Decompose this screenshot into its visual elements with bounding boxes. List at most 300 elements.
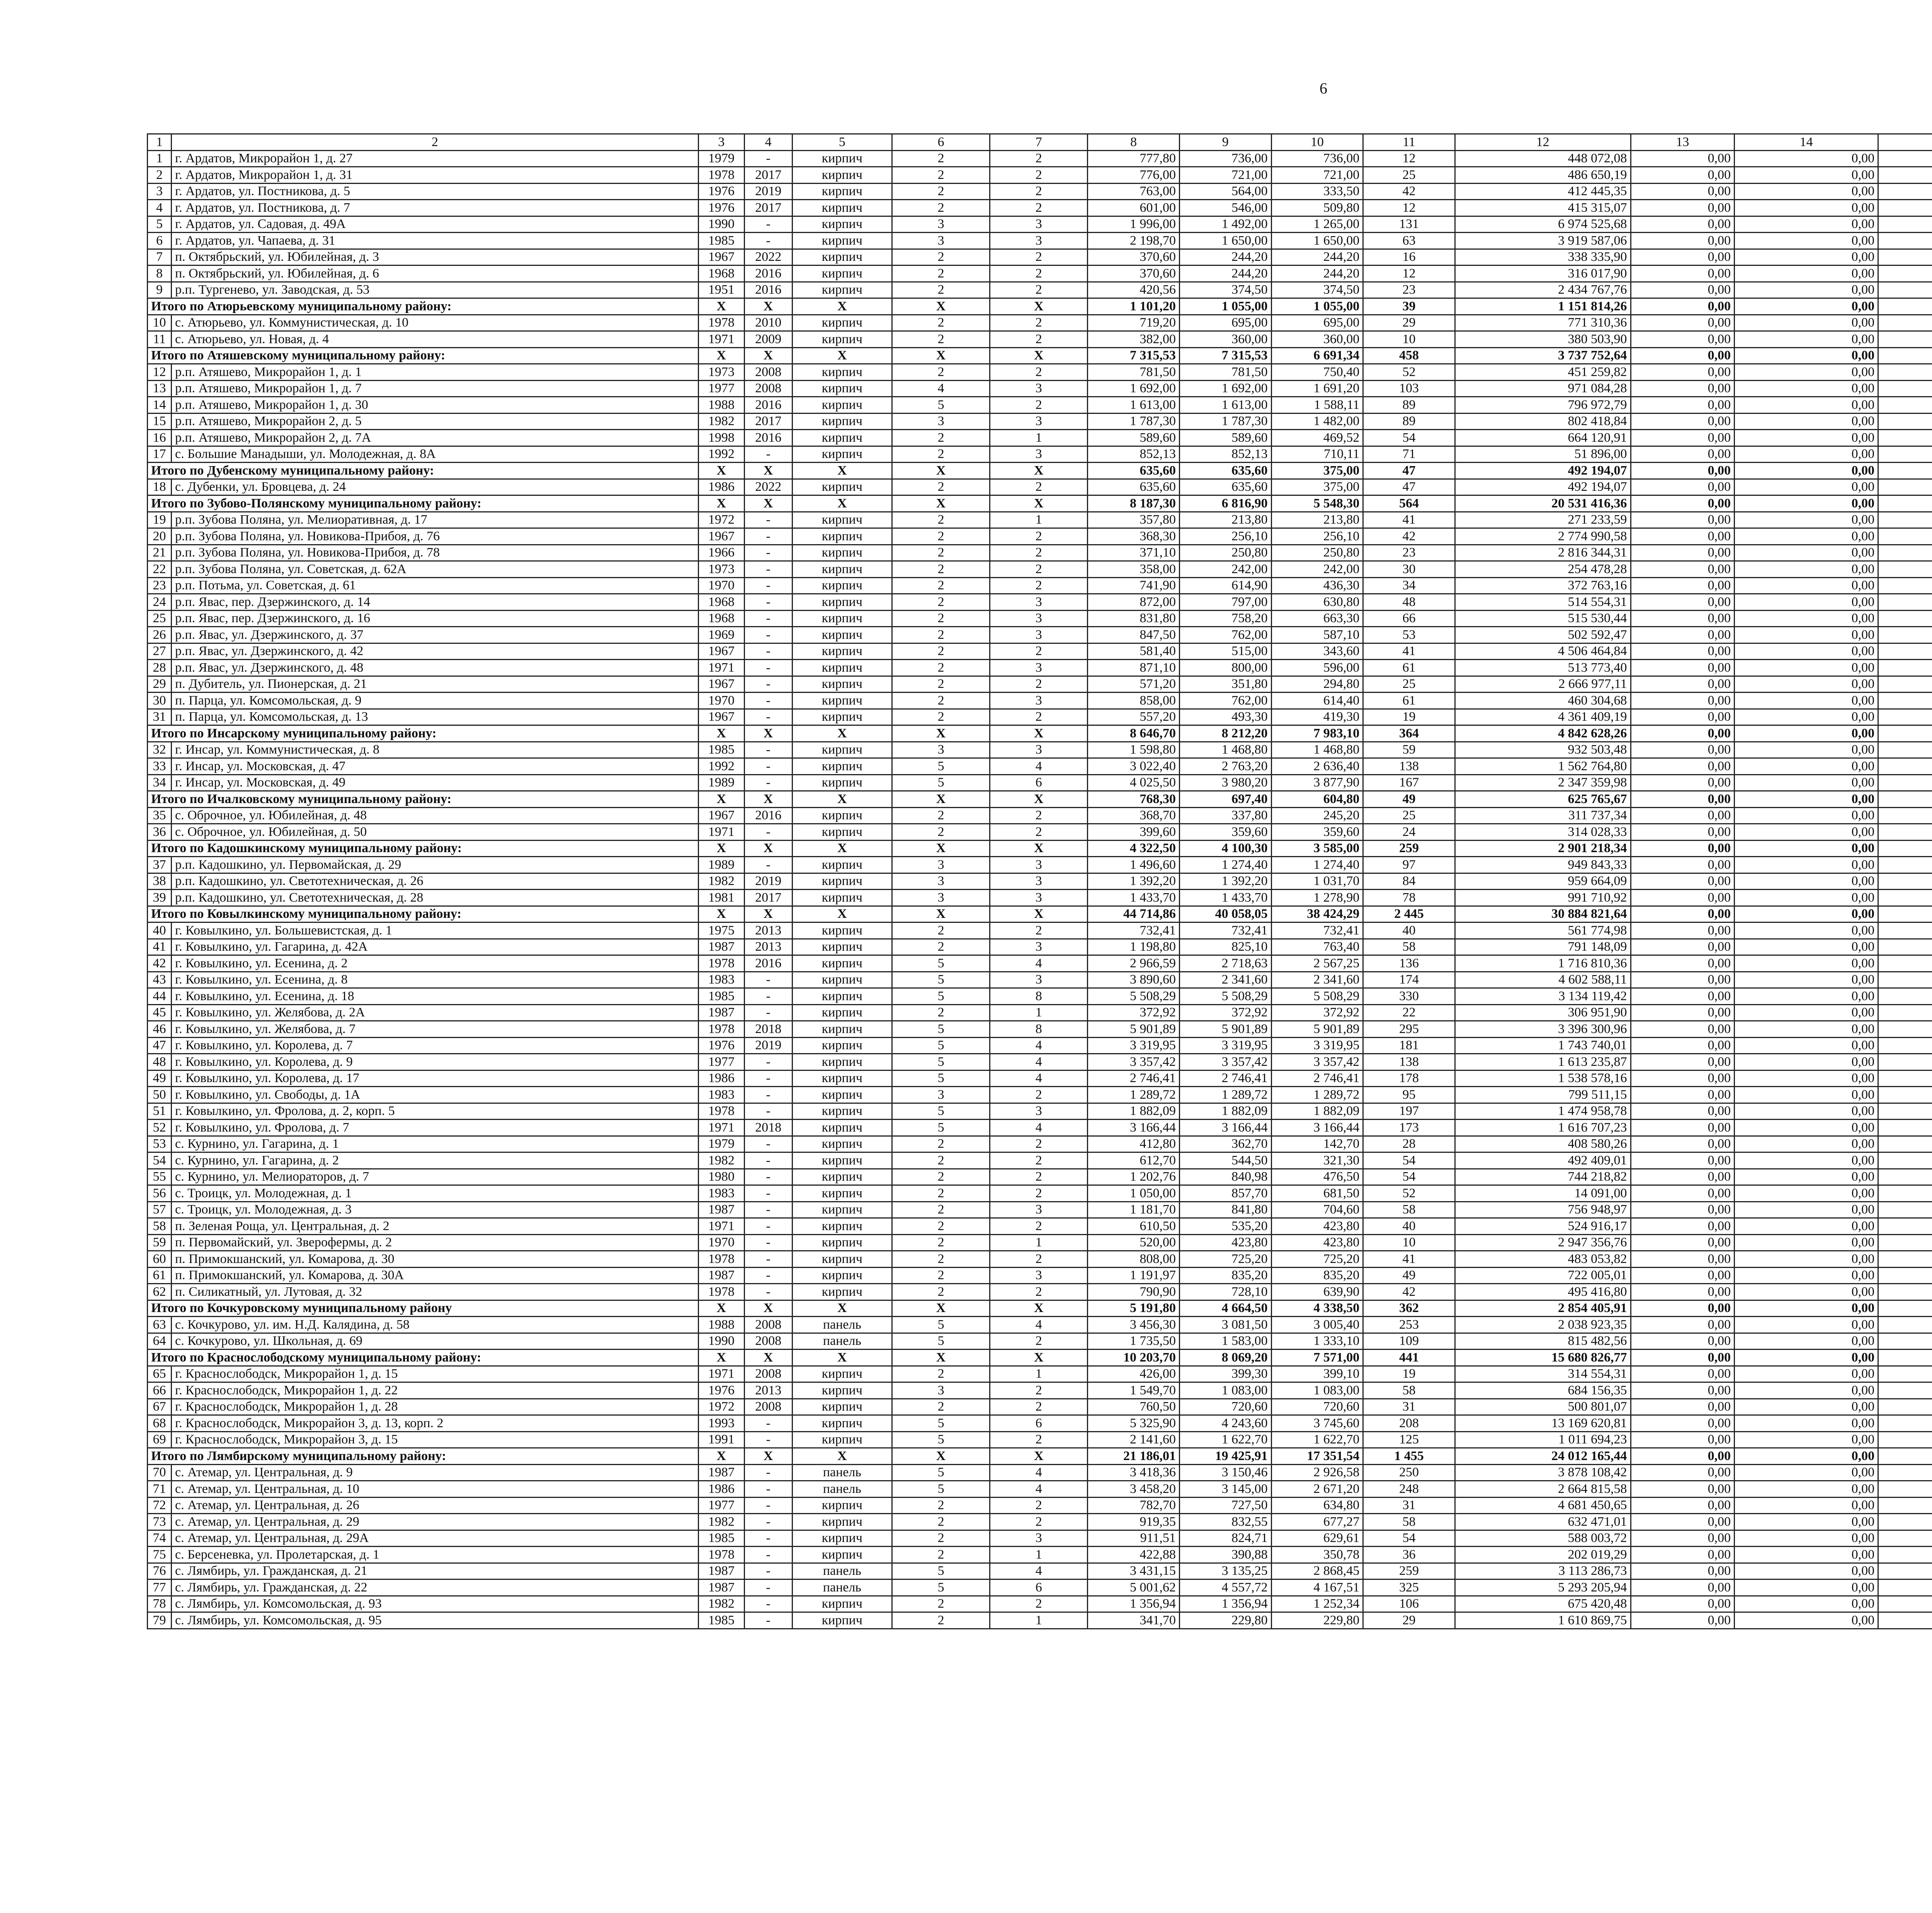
table-cell: 4 361 409,19 [1455,709,1631,725]
table-cell: 721,00 [1179,167,1271,184]
table-cell: 314 554,31 [1455,1366,1631,1382]
table-cell: 173 [1363,1120,1455,1136]
address-cell: с. Атемар, ул. Центральная, д. 29А [171,1530,698,1547]
table-cell: 0,00 [1735,1004,1878,1021]
table-cell: 1 274,40 [1271,857,1363,873]
table-cell: 0,00 [1735,1382,1878,1399]
table-cell: 3 [990,660,1088,676]
address-cell: с. Дубенки, ул. Бровцева, д. 24 [171,479,698,495]
table-cell: - [744,758,792,775]
table-cell [1878,282,1932,298]
table-cell: 2 [892,1218,990,1235]
table-cell: 2 [892,282,990,298]
table-cell: 412 445,35 [1455,183,1631,200]
subtotal-cell: 0,00 [1631,1350,1735,1366]
table-cell: 2 [892,331,990,348]
table-row [148,955,1932,972]
subtotal-cell: 1 151 814,26 [1455,298,1631,315]
table-cell: 0,00 [1735,1169,1878,1185]
table-cell: 2 [892,1514,990,1530]
table-cell: 777,80 [1088,150,1180,167]
table-row [148,1054,1932,1071]
table-cell: - [744,1481,792,1498]
table-cell: 1 496,60 [1088,857,1180,873]
table-cell: 2008 [744,1333,792,1350]
table-row [148,660,1932,676]
address-cell: р.п. Атяшево, Микрорайон 2, д. 5 [171,413,698,430]
table-cell: кирпич [792,1612,892,1629]
table-cell: 1982 [698,413,744,430]
table-cell: 390,88 [1179,1547,1271,1563]
table-cell: 1985 [698,233,744,249]
table-cell: 0,00 [1735,774,1878,791]
table-row [148,1234,1932,1251]
table-cell: 762,00 [1179,627,1271,643]
table-cell: 41 [1363,1251,1455,1268]
table-cell: 1982 [698,1152,744,1169]
column-header: 6 [892,134,990,151]
table-cell: кирпич [792,1087,892,1103]
table-cell: - [744,610,792,627]
table-cell: 25 [1363,807,1455,824]
address-cell: р.п. Явас, пер. Дзержинского, д. 14 [171,594,698,611]
table-cell: 2 [990,282,1088,298]
table-cell: 808,00 [1088,1251,1180,1268]
table-cell: 1 692,00 [1179,380,1271,397]
table-cell [1878,446,1932,463]
table-cell: 24 [148,594,172,611]
table-cell: 1985 [698,988,744,1005]
table-cell: 4 243,60 [1179,1415,1271,1432]
table-cell: 2 [892,1497,990,1514]
table-cell: 0,00 [1631,1399,1735,1415]
table-cell: 1968 [698,266,744,282]
table-cell: 629,61 [1271,1530,1363,1547]
address-cell: с. Атемар, ул. Центральная, д. 9 [171,1464,698,1481]
subtotal-cell: 0,00 [1631,906,1735,922]
table-row [148,1284,1932,1300]
subtotal-cell: X [792,463,892,479]
table-cell: 1976 [698,183,744,200]
table-cell: 451 259,82 [1455,364,1631,381]
table-cell: 1 433,70 [1088,890,1180,906]
table-cell: 40 [148,922,172,939]
table-cell: 2010 [744,315,792,331]
table-cell: 0,00 [1735,183,1878,200]
table-cell: 0,00 [1631,1120,1735,1136]
table-cell [1878,758,1932,775]
address-cell: р.п. Явас, ул. Дзержинского, д. 42 [171,643,698,660]
table-cell [1878,1120,1932,1136]
table-cell: 0,00 [1735,594,1878,611]
table-cell: 1966 [698,545,744,561]
address-cell: р.п. Атяшево, Микрорайон 1, д. 7 [171,380,698,397]
table-cell: 2 [892,315,990,331]
table-cell: 991 710,92 [1455,890,1631,906]
subtotal-cell: X [990,347,1088,364]
table-cell: 14 [148,397,172,414]
subtotal-cell: 0,00 [1735,840,1878,857]
table-cell: 1982 [698,873,744,890]
table-cell: - [744,1234,792,1251]
subtotal-cell: X [744,906,792,922]
table-cell: 372,92 [1271,1004,1363,1021]
table-cell: 1 252,34 [1271,1596,1363,1612]
table-cell: 1987 [698,1202,744,1218]
table-cell: 5 [148,216,172,233]
table-cell: 0,00 [1735,1136,1878,1152]
table-cell: кирпич [792,1202,892,1218]
subtotal-cell: X [698,463,744,479]
table-cell: - [744,1202,792,1218]
address-cell: п. Парца, ул. Комсомольская, д. 13 [171,709,698,725]
table-cell: 1 716 810,36 [1455,955,1631,972]
table-cell: 25 [1363,167,1455,184]
table-cell: 2022 [744,249,792,266]
table-cell: 2 [990,1431,1088,1448]
table-cell: 871,10 [1088,660,1180,676]
table-cell: - [744,1087,792,1103]
table-cell: 1998 [698,430,744,446]
table-cell: 0,00 [1631,1415,1735,1432]
table-cell: 2016 [744,397,792,414]
address-cell: г. Ковылкино, ул. Фролова, д. 2, корп. 5 [171,1103,698,1120]
table-cell: - [744,693,792,709]
table-cell: 802 418,84 [1455,413,1631,430]
table-cell: кирпич [792,446,892,463]
table-cell: 43 [148,972,172,988]
table-cell: 483 053,82 [1455,1251,1631,1268]
table-cell: 2 816 344,31 [1455,545,1631,561]
subtotal-cell: 768,30 [1088,791,1180,808]
table-row [148,939,1932,955]
table-cell: 138 [1363,1054,1455,1071]
table-cell: 42 [1363,528,1455,545]
table-cell: 37 [148,857,172,873]
column-header: 2 [171,134,698,151]
table-cell: 0,00 [1735,1431,1878,1448]
table-cell: 3 [892,857,990,873]
subtotal-row [148,791,1932,808]
table-cell: кирпич [792,1415,892,1432]
table-row [148,397,1932,414]
table-cell: кирпич [792,233,892,249]
address-cell: р.п. Атяшево, Микрорайон 2, д. 7А [171,430,698,446]
table-cell: 847,50 [1088,627,1180,643]
address-cell: г. Краснослободск, Микрорайон 1, д. 28 [171,1399,698,1415]
subtotal-cell: X [744,1448,792,1465]
table-cell: 0,00 [1631,1464,1735,1481]
subtotal-cell: 39 [1363,298,1455,315]
table-cell: 2 [990,1185,1088,1202]
table-cell: 2 [990,183,1088,200]
table-cell: 213,80 [1179,512,1271,528]
table-cell: 63 [1363,233,1455,249]
table-cell: 5 508,29 [1179,988,1271,1005]
table-cell: 1 622,70 [1271,1431,1363,1448]
table-cell [1878,1481,1932,1498]
table-cell: 3 [990,890,1088,906]
table-cell: 0,00 [1631,1152,1735,1169]
table-cell: 40 [1363,1218,1455,1235]
table-row [148,1037,1932,1054]
table-cell: 399,10 [1271,1366,1363,1382]
table-cell: 0,00 [1735,1070,1878,1087]
table-row [148,233,1932,249]
table-cell: 5 [892,774,990,791]
table-cell [1878,1070,1932,1087]
table-cell [1878,972,1932,988]
address-cell: г. Ковылкино, ул. Гагарина, д. 42А [171,939,698,955]
table-row [148,216,1932,233]
subtotal-cell: 7 315,53 [1088,347,1180,364]
subtotal-cell: 19 425,91 [1179,1448,1271,1465]
table-row [148,561,1932,578]
table-cell: 1986 [698,1070,744,1087]
address-cell: с. Атемар, ул. Центральная, д. 29 [171,1514,698,1530]
table-cell: 727,50 [1179,1497,1271,1514]
table-cell [1878,873,1932,890]
address-cell: р.п. Зубова Поляна, ул. Мелиоративная, д. 17 [171,512,698,528]
subtotal-cell: 5 191,80 [1088,1300,1180,1317]
table-cell [1878,627,1932,643]
table-cell: 5 [892,397,990,414]
subtotal-cell: X [892,347,990,364]
table-cell: 19 [1363,709,1455,725]
table-cell: 5 [892,1579,990,1596]
table-cell: 1968 [698,610,744,627]
table-cell: 3 [990,413,1088,430]
table-cell: 3 [990,742,1088,758]
table-cell: 71 [148,1481,172,1498]
table-cell: 1977 [698,1054,744,1071]
table-cell: 2022 [744,479,792,495]
table-cell: 0,00 [1631,660,1735,676]
table-cell: 359,60 [1179,824,1271,841]
table-cell: 372 763,16 [1455,577,1631,594]
table-row [148,266,1932,282]
table-cell: 0,00 [1631,1382,1735,1399]
table-cell: 71 [1363,446,1455,463]
table-cell: 358,00 [1088,561,1180,578]
table-cell: 51 896,00 [1455,446,1631,463]
table-cell: 1951 [698,282,744,298]
table-cell: 2 [892,676,990,693]
table-row [148,1596,1932,1612]
table-cell: 2013 [744,922,792,939]
table-cell: 103 [1363,380,1455,397]
table-cell: 197 [1363,1103,1455,1120]
subtotal-cell: 604,80 [1271,791,1363,808]
table-cell [1878,742,1932,758]
table-cell: 4 [990,1563,1088,1579]
table-cell: 0,00 [1735,150,1878,167]
column-header: 11 [1363,134,1455,151]
subtotal-cell: X [892,495,990,512]
table-cell: 0,00 [1631,939,1735,955]
table-cell: 0,00 [1631,1317,1735,1333]
table-cell: 1 191,97 [1088,1267,1180,1284]
table-cell: 763,00 [1088,183,1180,200]
table-cell: 333,50 [1271,183,1363,200]
table-cell: 2 [892,594,990,611]
table-cell: 835,20 [1179,1267,1271,1284]
table-cell: кирпич [792,594,892,611]
table-cell [1878,693,1932,709]
table-cell: 2 926,58 [1271,1464,1363,1481]
subtotal-cell: X [744,791,792,808]
column-number-row [148,134,1932,151]
table-cell: 0,00 [1631,824,1735,841]
table-cell: 760,50 [1088,1399,1180,1415]
table-cell: 253 [1363,1317,1455,1333]
table-cell: 23 [1363,545,1455,561]
table-cell: 1978 [698,1284,744,1300]
table-cell: - [744,1415,792,1432]
table-cell: 587,10 [1271,627,1363,643]
subtotal-cell: 47 [1363,463,1455,479]
table-cell: 1970 [698,693,744,709]
table-cell: 0,00 [1735,1530,1878,1547]
table-cell: 561 774,98 [1455,922,1631,939]
table-row [148,824,1932,841]
table-cell: 12 [1363,266,1455,282]
table-row [148,1218,1932,1235]
table-cell: 1 289,72 [1271,1087,1363,1103]
table-cell [1878,594,1932,611]
table-cell: 1 613,00 [1088,397,1180,414]
table-cell: 2008 [744,364,792,381]
address-cell: г. Ардатов, Микрорайон 1, д. 27 [171,150,698,167]
table-cell: 0,00 [1631,1185,1735,1202]
table-cell: 125 [1363,1431,1455,1448]
table-cell [1878,413,1932,430]
table-cell: 2 [990,315,1088,331]
table-cell: 0,00 [1735,1037,1878,1054]
subtotal-cell: 2 445 [1363,906,1455,922]
table-cell: 1 [990,1234,1088,1251]
address-cell: р.п. Зубова Поляна, ул. Новикова-Прибоя, д. 78 [171,545,698,561]
table-cell: 2 [990,1382,1088,1399]
table-cell [1878,397,1932,414]
address-cell: р.п. Явас, ул. Дзержинского, д. 37 [171,627,698,643]
subtotal-cell: 0,00 [1735,1350,1878,1366]
table-cell: 1 278,90 [1271,890,1363,906]
table-cell: 16 [1363,249,1455,266]
table-cell: кирпич [792,643,892,660]
table-cell: 1983 [698,1087,744,1103]
table-cell: 500 801,07 [1455,1399,1631,1415]
subtotal-cell: 0,00 [1735,1300,1878,1317]
table-cell: 3 [990,216,1088,233]
table-cell: 1 588,11 [1271,397,1363,414]
table-cell: 1989 [698,774,744,791]
subtotal-cell: 17 351,54 [1271,1448,1363,1465]
table-cell: 515 530,44 [1455,610,1631,627]
table-cell: 70 [148,1464,172,1481]
table-cell: 3 890,60 [1088,972,1180,988]
table-row [148,643,1932,660]
table-cell: кирпич [792,1021,892,1038]
table-cell: 1 622,70 [1179,1431,1271,1448]
table-row [148,364,1932,381]
table-cell: 2 [990,824,1088,841]
address-cell: г. Ковылкино, ул. Свободы, д. 1А [171,1087,698,1103]
table-cell: 513 773,40 [1455,660,1631,676]
address-cell: г. Ковылкино, ул. Королева, д. 17 [171,1070,698,1087]
table-cell: 1978 [698,1251,744,1268]
table-cell: 95 [1363,1087,1455,1103]
table-cell: кирпич [792,315,892,331]
table-cell: 3 396 300,96 [1455,1021,1631,1038]
table-cell: 2019 [744,873,792,890]
table-cell: - [744,1612,792,1629]
table-cell: 1 [990,1547,1088,1563]
table-cell: 0,00 [1735,1202,1878,1218]
table-cell: 1986 [698,479,744,495]
subtotal-cell: 0,00 [1631,725,1735,742]
table-cell: кирпич [792,545,892,561]
table-cell: 7 [148,249,172,266]
table-cell: - [744,512,792,528]
column-header: 4 [744,134,792,151]
table-row [148,1382,1932,1399]
table-cell: кирпич [792,397,892,414]
table-cell: 65 [148,1366,172,1382]
table-cell: 1975 [698,922,744,939]
table-cell: 68 [148,1415,172,1432]
table-cell: 10 [1363,1234,1455,1251]
table-cell: 2 [990,479,1088,495]
table-cell: 0,00 [1735,200,1878,216]
table-cell: 515,00 [1179,643,1271,660]
table-cell: 1 083,00 [1179,1382,1271,1399]
table-cell: 1 743 740,01 [1455,1037,1631,1054]
table-cell [1878,660,1932,676]
table-cell: 1972 [698,1399,744,1415]
table-cell [1878,150,1932,167]
table-cell: 0,00 [1631,643,1735,660]
table-cell: 663,30 [1271,610,1363,627]
table-cell: 271 233,59 [1455,512,1631,528]
table-cell [1878,1317,1932,1333]
table-cell: 0,00 [1735,643,1878,660]
table-cell: 2 746,41 [1271,1070,1363,1087]
table-cell: 460 304,68 [1455,693,1631,709]
address-cell: с. Атемар, ул. Центральная, д. 26 [171,1497,698,1514]
table-cell: 1978 [698,1547,744,1563]
table-cell: 1 468,80 [1271,742,1363,758]
table-cell: 664 120,91 [1455,430,1631,446]
subtotal-cell: 5 548,30 [1271,495,1363,512]
table-cell: 588 003,72 [1455,1530,1631,1547]
address-cell: г. Краснослободск, Микрорайон 3, д. 13, корп. 2 [171,1415,698,1432]
table-cell: 1987 [698,1563,744,1579]
subtotal-cell: X [698,1300,744,1317]
subtotal-cell: 6 691,34 [1271,347,1363,364]
table-cell: 800,00 [1179,660,1271,676]
table-cell: 695,00 [1271,315,1363,331]
table-row [148,709,1932,725]
table-cell: 1 392,20 [1179,873,1271,890]
subtotal-label: Итого по Зубово-Полянскому муниципальному району: [148,495,699,512]
table-cell: кирпич [792,660,892,676]
table-cell [1878,545,1932,561]
table-cell: 2 [892,824,990,841]
table-cell: - [744,1464,792,1481]
table-cell: 0,00 [1631,922,1735,939]
table-row [148,1136,1932,1152]
